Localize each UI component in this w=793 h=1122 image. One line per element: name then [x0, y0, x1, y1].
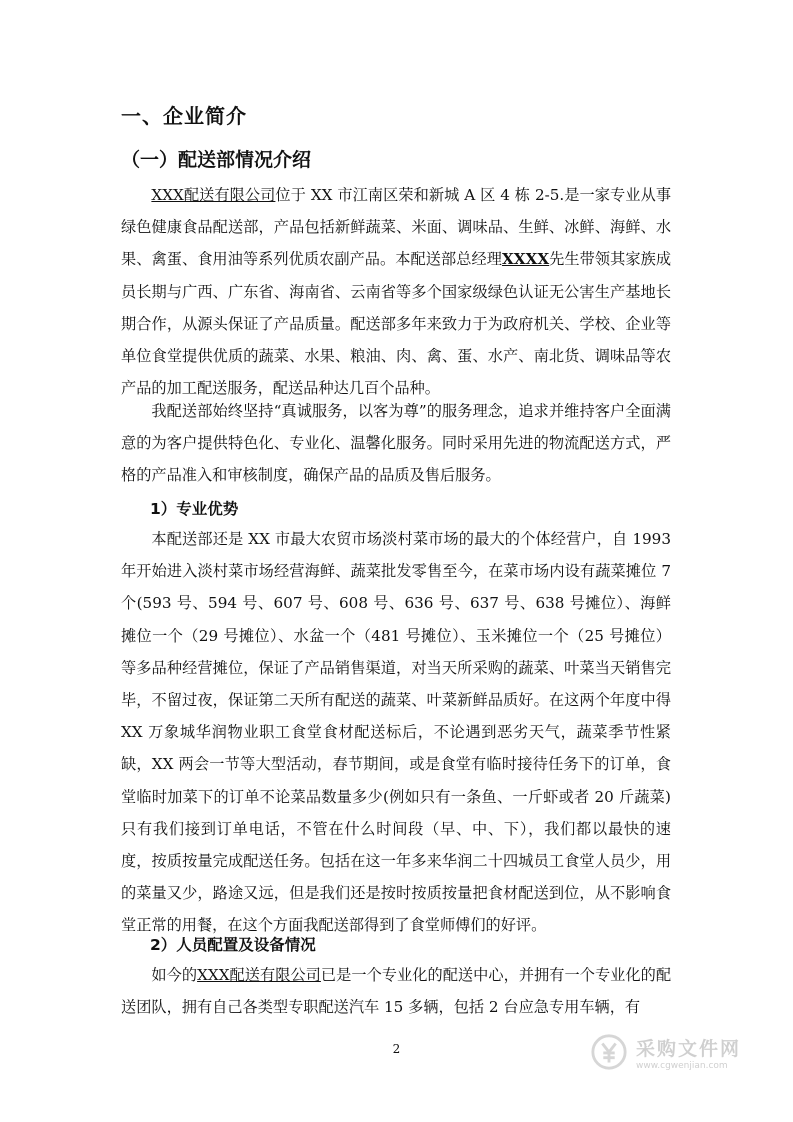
company-name: XXX配送有限公司: [151, 186, 276, 204]
manager-name: XXXX: [501, 250, 550, 269]
watermark-url: www.cgwenjian.com: [636, 1060, 728, 1071]
watermark: [590, 1030, 770, 1074]
watermark-name: 采购文件网: [636, 1037, 742, 1060]
staff-paragraph: [121, 959, 671, 1023]
advantage-paragraph: 本配送部还是 XX 市最大农贸市场淡村菜市场的最大的个体经营户，自 1993 年开始进入淡村菜市场经营海鲜、蔬菜批发零售至今，在菜市场内设有蔬菜摊位 7 个(593 号、594 号、607 号、608 号、636 号、637 号、638 号摊位）、海鲜摊位一个（29 号摊位）、水盆一个（481 号摊位）、玉米摊位一个（25 号摊位）等多品种经营摊位，保证了产品销售渠道，对当天所采购的蔬菜、叶菜当天销售完毕，不留过夜，保证第二天所有配送的蔬菜、叶菜新鲜品质好。在这两个年度中得 XX 万象城华润物业职工食堂食材配送标后，不论遇到恶劣天气，蔬菜季节性紧缺，XX 两会一节等大型活动，春节期间，或是食堂有临时接待任务下的订单，食堂临时加菜下的订单不论菜品数量多少(例如只有一条鱼、一斤虾或者 20 斤蔬菜)只有我们接到订单电话，不管在什么时间段（早、中、下），我们都以最快的速度，按质按量完成配送任务。包括在这一年多来华润二十四城员工食堂人员少，用的菜量又少，路途又远，但是我们还是按时按质按量把食材配送到位，从不影响食堂正常的用餐，在这个方面我配送部得到了食堂师傅们的好评。: [121, 530, 671, 935]
staff-heading: 2）人员配置及设备情况: [150, 936, 316, 954]
philosophy-paragraph: 我配送部始终坚持“真诚服务，以客为尊”的服务理念，追求并维持客户全面满意的为客户提供特色化、专业化、温馨化服务。同时采用先进的物流配送方式，严格的产品准入和审核制度，确保产品的品质及售后服务。: [121, 402, 671, 485]
intro-text-1: 位于 XX 市江南区荣和新城 A 区 4 栋 2-5.是一家专业从事绿色健康食品配送部，产品包括新鲜蔬菜、米面、调味品、生鲜、冰鲜、海鲜、水果、禽蛋、食用油等系列优质农副产品。本配送部总经理: [121, 186, 672, 269]
advantage-heading: 1）专业优势: [150, 500, 239, 518]
rmb-logo-icon: [590, 1033, 628, 1071]
intro-paragraph: [121, 179, 671, 404]
staff-text-2: 已是一个专业化的配送中心，并拥有一个专业化的配送团队，拥有自己各类型专职配送汽车 15 多辆，包括 2 台应急专用车辆，有: [121, 966, 672, 1017]
subsection-title: （一）配送部情况介绍: [121, 149, 312, 171]
intro-text-2: 先生带领其家族成员长期与广西、广东省、海南省、云南省等多个国家级绿色认证无公害生产基地长期合作，从源头保证了产品质量。配送部多年来致力于为政府机关、学校、企业等单位食堂提供优质的蔬菜、水果、粮油、肉、禽、蛋、水产、南北货、调味品等农产品的加工配送服务，配送品种达几百个品种。: [121, 250, 672, 398]
staff-text-1: 如今的: [151, 966, 198, 984]
section-title: 一、企业简介: [121, 104, 247, 128]
staff-company-name: XXX配送有限公司: [197, 966, 321, 984]
page-number: 2: [392, 1042, 401, 1056]
